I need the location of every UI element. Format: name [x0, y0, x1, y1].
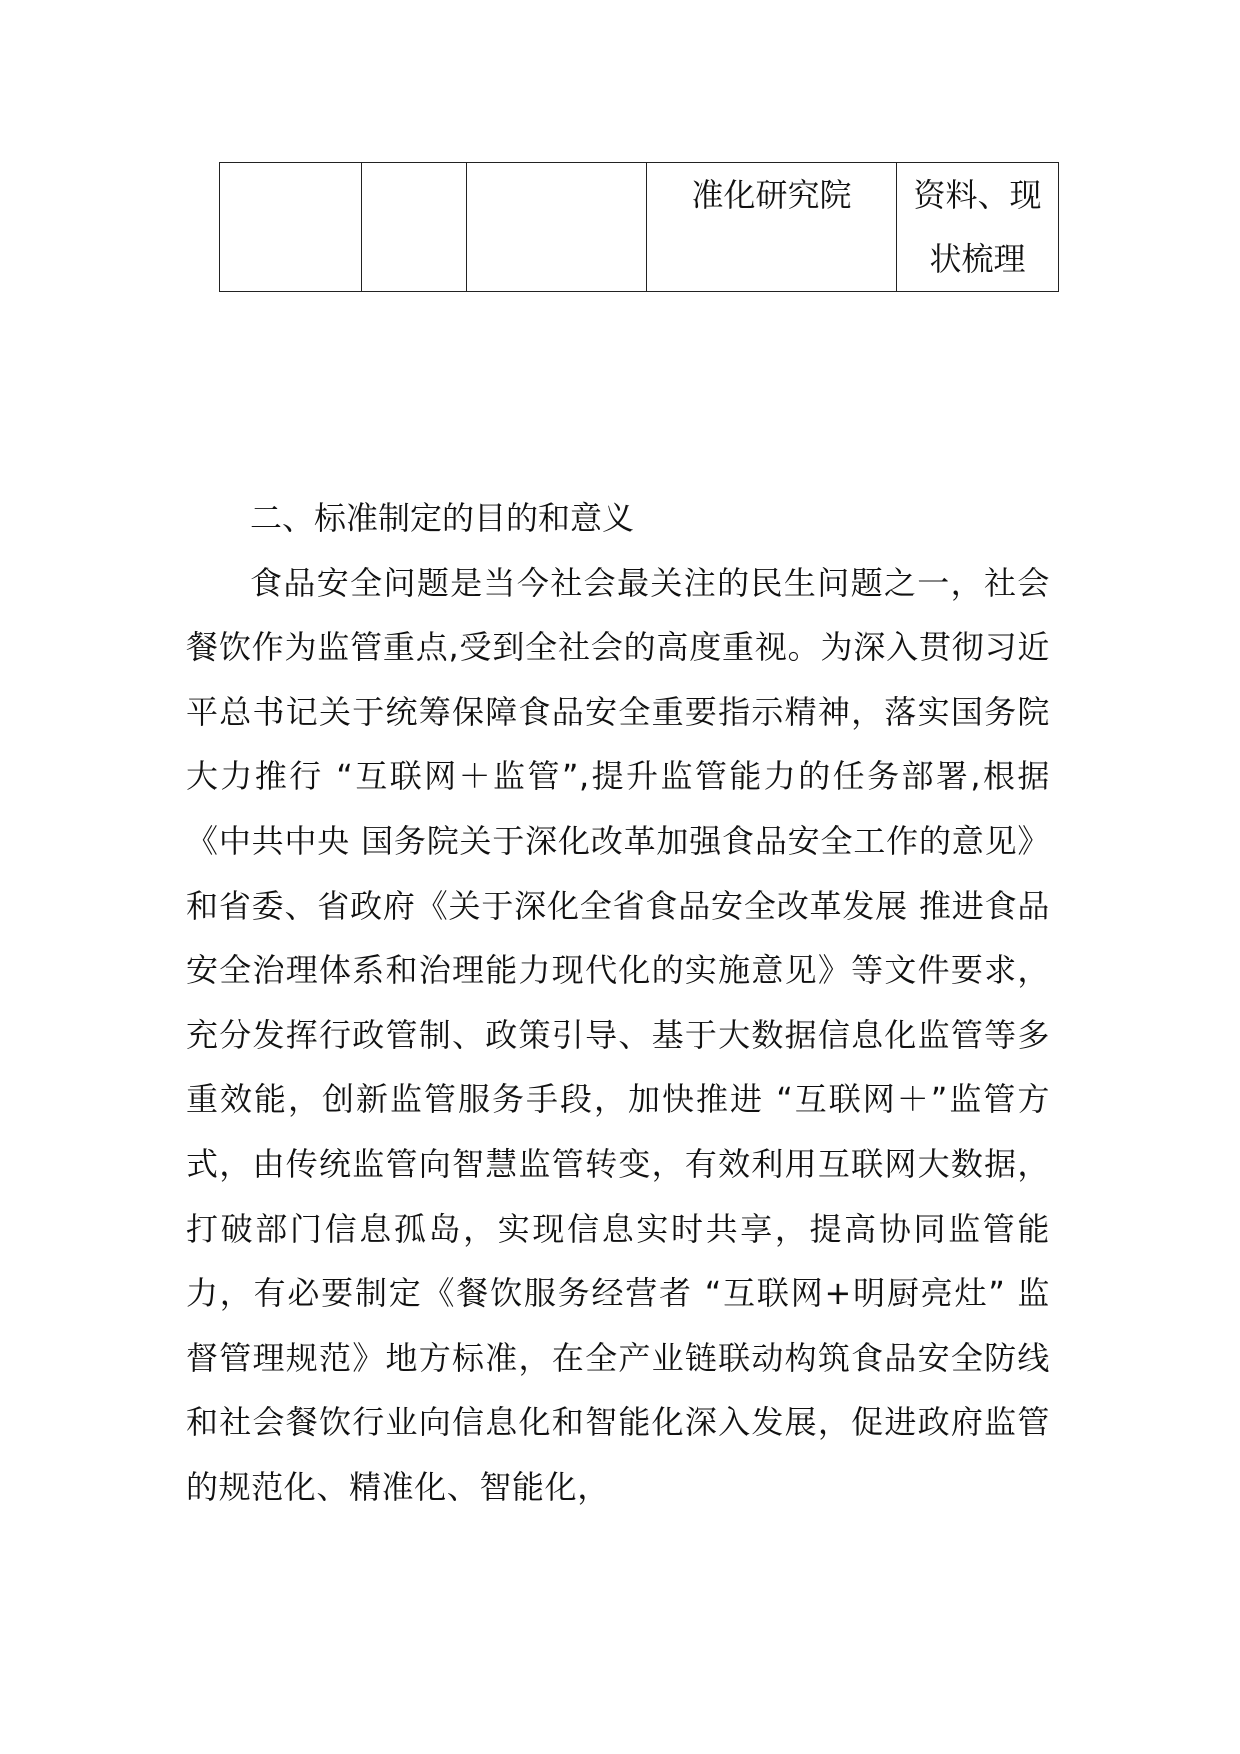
organization-text: 准化研究院 — [691, 176, 852, 214]
table-cell-1 — [220, 163, 362, 292]
table-row — [220, 163, 1059, 292]
purpose-section — [186, 486, 1050, 1520]
task-text: 资料、现状梳理 — [913, 176, 1042, 278]
section-heading: 二、标准制定的目的和意义 — [250, 499, 635, 537]
body-paragraph: 食品安全问题是当今社会最关注的民生问题之一，社会餐饮作为监管重点,受到全社会的高度重视。为深入贯彻习近平总书记关于统筹保障食品安全重要指示精神，落实国务院大力推行 “互联网＋监管”,提升监管能力的任务部署,根据《中共中央 国务院关于深化改革加强食品安全工作的意见》和省委、省政府《关于深化全省食品安全改革发展 推进食品安全治理体系和治理能力现代化的实施意见》等文件要求，充分发挥行政管制、政策引导、基于大数据信息化监管等多重效能，创新监管服务手段，加快推进 “互联网＋”监管方式，由传统监管向智慧监管转变，有效利用互联网大数据，打破部门信息孤岛，实现信息实时共享，提高协同监管能力，有必要制定《餐饮服务经营者 “互联网+明厨亮灶” 监督管理规范》地方标准，在全产业链联动构筑食品安全防线和社会餐饮行业向信息化和智能化深入发展，促进政府监管的规范化、精准化、智能化， — [186, 563, 1050, 1506]
table-cell-2 — [362, 163, 467, 292]
table-cell-3 — [467, 163, 647, 292]
table-cell-organization — [647, 163, 897, 292]
table-cell-task — [897, 163, 1059, 292]
continuation-table — [219, 162, 1059, 292]
